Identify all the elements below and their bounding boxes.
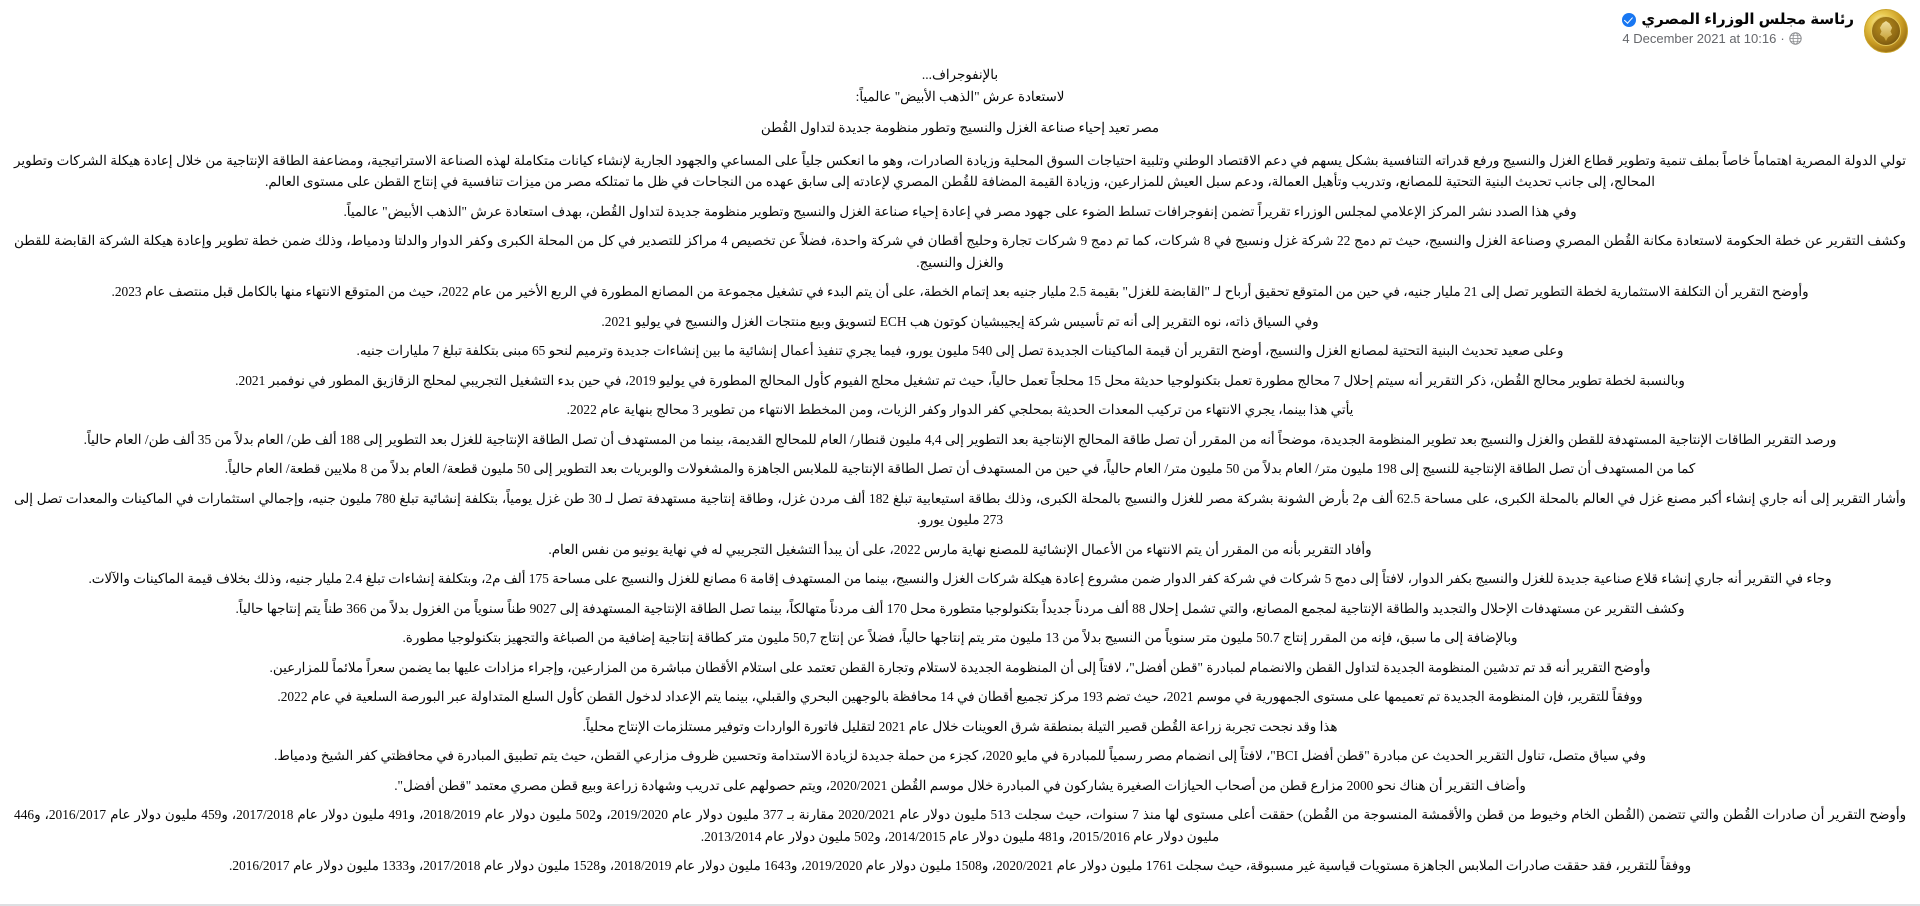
globe-icon[interactable] <box>1789 32 1802 45</box>
post-paragraph: وبالنسبة لخطة تطوير محالج القُطن، ذكر التقرير أنه سيتم إحلال 7 محالج مطورة تعمل بتكنولوجيا حديثة محل 15 محلجاً تعمل حالياً، حيث تم تشغيل محلج الفيوم كأول المحالج المطورة في يوليو 2019، في حين بدء التشغيل التجريبي لمحلج الزقازيق المطور في نوفمبر 2021. <box>235 372 1685 388</box>
post-paragraph: ووفقاً للتقرير، فقد حققت صادرات الملابس الجاهزة مستويات قياسية غير مسبوقة، حيث سجلت 1761 مليون دولار عام 2020/2021، و1508 مليون دولار عام 2019/2020، و1643 مليون دولار عام 2018/2019، و1528 مليون دولار عام 2017/2018، و1333 مليون دولار عام 2016/2017. <box>228 858 1692 873</box>
post-paragraph: كما من المستهدف أن تصل الطاقة الإنتاجية للنسيج إلى 198 مليون متر/ العام بدلاً من 50 مليون متر/ العام حالياً، في حين من المستهدف أن تصل الطاقة الإنتاجية للملابس الجاهزة والمشغولات والوبريات بعد التطوير إلى 50 مليون قطعة/ العام بدلاً من 8 ملايين قطعة/ العام حالياً. <box>224 461 1696 476</box>
post-body <box>0 58 1920 889</box>
post-paragraph: وفي سياق متصل، تناول التقرير الحديث عن مبادرة "قطن أفضل BCI"، لافتاً إلى انضمام مصر رسمياً للمبادرة في مايو 2020، كجزء من حملة جديدة لزيادة الاستدامة وتحسين ظروف مزارعي القطن، حيث يتم تطبيق المبادرة في محافظتي كفر الشيخ ودمياط. <box>274 748 1646 763</box>
page-name[interactable]: رئاسة مجلس الوزراء المصري <box>1641 11 1854 28</box>
post-paragraph: وكشف التقرير عن مستهدفات الإحلال والتجديد والطاقة الإنتاجية لمجمع المصانع، والتي تشمل إحلال 88 ألف مردناً جديداً بتكنولوجيا متطورة محل 170 ألف مردناً متهالكاً، بينما تصل الطاقة الإنتاجية المستهدفة إلى 9027 طناً سنوياً من الغزول بدلاً من 366 طناً يتم إنتاجها حالياً. <box>235 600 1685 616</box>
post-paragraph: وكشف التقرير عن خطة الحكومة لاستعادة مكانة القُطن المصري وصناعة الغزل والنسيج، حيث تم دمج 22 شركة غزل ونسيج في 8 شركات، كما تم دمج 9 شركات تجارة وحليج أقطان في شركة واحدة، فضلاً عن تخصيص 4 مراكز للتصدير في كل من المحلة الكبرى وكفر الدوار والدلتا ودمياط، وذلك ضمن خطة تطوير وإعادة هيكلة الشركة القابضة للقطن والغزل والنسيج. <box>14 233 1906 270</box>
post-paragraph: وبالإضافة إلى ما سبق، فإنه من المقرر إنتاج 50.7 مليون متر سنوياً من النسيج بدلاً من 13 مليون متر يتم إنتاجها حالياً، فضلاً عن إنتاج 50,7 مليون متر كطاقة إنتاجية إضافية من الصباغة والتجهيز بتكنولوجيا مطورة. <box>402 630 1518 645</box>
post-header-text <box>1622 9 1854 47</box>
page-name-row <box>1622 10 1854 29</box>
post-paragraph: ووفقاً للتقرير، فإن المنظومة الجديدة تم تعميمها على مستوى الجمهورية في موسم 2021، حيث تضم 193 مركز تجميع أقطان في 14 محافظة بالوجهين البحري والقبلي، بينما يتم الإعداد لدخول القطن كأول السلع المتداولة عبر البورصة السلعية في عام 2022. <box>277 689 1643 704</box>
post-paragraph: وأضاف التقرير أن هناك نحو 2000 مزارع قطن من أصحاب الحيازات الصغيرة يشاركون في المبادرة خلال موسم القُطن 2020/2021، ويتم حصولهم على تدريب وشهادة زراعة وبيع قطن مصري معتمد "قطن أفضل". <box>394 777 1526 793</box>
post-paragraph: ورصد التقرير الطاقات الإنتاجية المستهدفة للقطن والغزل والنسيج بعد تطوير المنظومة الجديدة، موضحاً أنه من المقرر أن تصل طاقة المحالج الإنتاجية بعد التطوير إلى 4,4 مليون قنطار/ العام للمحالج القديمة، بينما من المستهدف أن تصل الطاقة الإنتاجية للغزل بعد التطوير إلى 188 ألف طن/ العام بدلاً من 35 ألف طن/ العام حالياً. <box>83 431 1837 447</box>
post-paragraph: وفي السياق ذاته، نوه التقرير إلى أنه تم تأسيس شركة إيجيبشيان كوتون هب ECH لتسويق وبيع منتجات الغزل والنسيج في يوليو 2021. <box>601 313 1319 329</box>
post-paragraph: وأوضح التقرير أن التكلفة الاستثمارية لخطة التطوير تصل إلى 21 مليار جنيه، في حين من المتوقع تحقيق أرباح لـ "القابضة للغزل" بقيمة 2.5 مليار جنيه بعد إتمام الخطة، على أن يتم البدء في تشغيل مجموعة من المصانع المطورة في الربع الأخير من عام 2022، حيث من المتوقع الانتهاء منها بالكامل قبل منتصف عام 2023. <box>111 284 1809 299</box>
post-headline: مصر تعيد إحياء صناعة الغزل والنسيج وتطور منظومة جديدة لتداول القُطن <box>760 120 1160 135</box>
post-header <box>0 0 1920 58</box>
post-meta-row <box>1622 30 1854 47</box>
post-paragraph: وفي هذا الصدد نشر المركز الإعلامي لمجلس الوزراء تقريراً تضمن إنفوجرافات تسلط الضوء على جهود مصر في إعادة إحياء صناعة الغزل والنسيج وتطوير منظومة جديدة لتداول القُطن، بهدف استعادة عرش "الذهب الأبيض" عالمياً. <box>343 203 1577 219</box>
post-lead-line-2: لاستعادة عرش "الذهب الأبيض" عالمياً: <box>855 88 1065 104</box>
post-paragraph: وجاء في التقرير أنه جاري إنشاء قلاع صناعية جديدة للغزل والنسيج بكفر الدوار، لافتاً إلى دمج 5 شركات في شركة كفر الدوار ضمن مشروع إعادة هيكلة شركات الغزل والنسيج، بينما من المستهدف إقامة 6 مصانع للغزل والنسيج على مساحة 175 ألف م2، وبتكلفة إنشاءات تبلغ 2.4 مليار جنيه، وذلك بخلاف قيمة الماكينات والآلات. <box>88 571 1832 586</box>
post-paragraph: هذا وقد نجحت تجربة زراعة القُطن قصير التيلة بمنطقة شرق العوينات خلال عام 2021 لتقليل فاتورة الواردات وتوفير مستلزمات الإنتاج محلياً. <box>582 718 1338 734</box>
verified-badge-icon <box>1622 13 1636 27</box>
meta-separator: · <box>1780 31 1785 46</box>
post-lead-line-1: بالإنفوجراف... <box>921 67 999 82</box>
avatar[interactable] <box>1864 9 1908 53</box>
post-paragraph: تولي الدولة المصرية اهتماماً خاصاً بملف تنمية وتطوير قطاع الغزل والنسيج ورفع قدراته التنافسية بشكل يسهم في دعم الاقتصاد الوطني وتلبية احتياجات السوق المحلية وزيادة الصادرات، وهو ما انعكس جلياً على المساعي والجهود الجارية لإنشاء كيانات متكاملة لهذه الصناعة الاستراتيجية، ومضاعفة الطاقة الإنتاجية من خلال إعادة هيكلة الشركات وتطوير المحالج، إلى جانب تحديث البنية التحتية للمصانع، وتدريب وتأهيل العمالة، ودعم سبل العيش للمزارعين، وزيادة القيمة المضافة للقُطن المصري لإعادته إلى سابق عهده من النجاحات في ظل ما تمتلكه مصر من ميزات تنافسية في إنتاج القطن على مستوى العالم. <box>14 152 1906 189</box>
post-paragraph: يأتي هذا بينما، يجري الانتهاء من تركيب المعدات الحديثة بمحلجي كفر الدوار وكفر الزيات، ومن المخطط الانتهاء من تطوير 3 محالج بنهاية عام 2022. <box>566 402 1354 417</box>
post-paragraph: وأفاد التقرير بأنه من المقرر أن يتم الانتهاء من الأعمال الإنشائية للمصنع نهاية مارس 2022، على أن يبدأ التشغيل التجريبي له في نهاية يونيو من نفس العام. <box>548 541 1372 557</box>
post-paragraph: وأوضح التقرير أن صادرات القُطن والتي تتضمن (القُطن الخام وخيوط من قطن والأقمشة المنسوجة من القُطن) حققت أعلى مستوى لها منذ 7 سنوات، حيث سجلت 513 مليون دولار عام 2020/2021 مقارنة بـ 377 مليون دولار عام 2019/2020، و502 مليون دولار عام 2018/2019، و491 مليون دولار عام 2017/2018، و459 مليون دولار عام 2016/2017، و446 مليون دولار عام 2015/2016، و481 مليون دولار عام 2014/2015، و502 مليون دولار عام 2013/2014. <box>14 807 1907 844</box>
post-paragraph: وأشار التقرير إلى أنه جاري إنشاء أكبر مصنع غزل في العالم بالمحلة الكبرى، على مساحة 62.5 ألف م2 بأرض الشونة بشركة مصر للغزل والنسيج بالمحلة الكبرى، وذلك بطاقة استيعابية تبلغ 182 ألف مردن غزل، وطاقة إنتاجية مستهدفة تصل لـ 30 طن غزل يومياً، بتكلفة إنشائية تبلغ 780 مليون جنيه، وإجمالي استثمارات في الماكينات والمعدات تصل إلى 273 مليون يورو. <box>14 490 1907 527</box>
post-paragraph: وعلى صعيد تحديث البنية التحتية لمصانع الغزل والنسيج، أوضح التقرير أن قيمة الماكينات الجديدة تصل إلى 540 مليون يورو، فيما يجري تنفيذ أعمال إنشائية ما بين إنشاءات جديدة وترميم لنحو 65 مبنى بتكلفة تبلغ 7 مليارات جنيه. <box>356 343 1564 358</box>
post-paragraph: وأوضح التقرير أنه قد تم تدشين المنظومة الجديدة لتداول القطن والانضمام لمبادرة "قطن أفضل"، لافتاً إلى أن المنظومة الجديدة لاستلام وتجارة القطن تعتمد على استلام الأقطان مباشرة من المزارعين، وإجراء مزادات عليها بما يضمن سعراً ملائماً للمزارعين. <box>269 659 1651 675</box>
post-timestamp[interactable]: 4 December 2021 at 10:16 <box>1622 31 1777 46</box>
